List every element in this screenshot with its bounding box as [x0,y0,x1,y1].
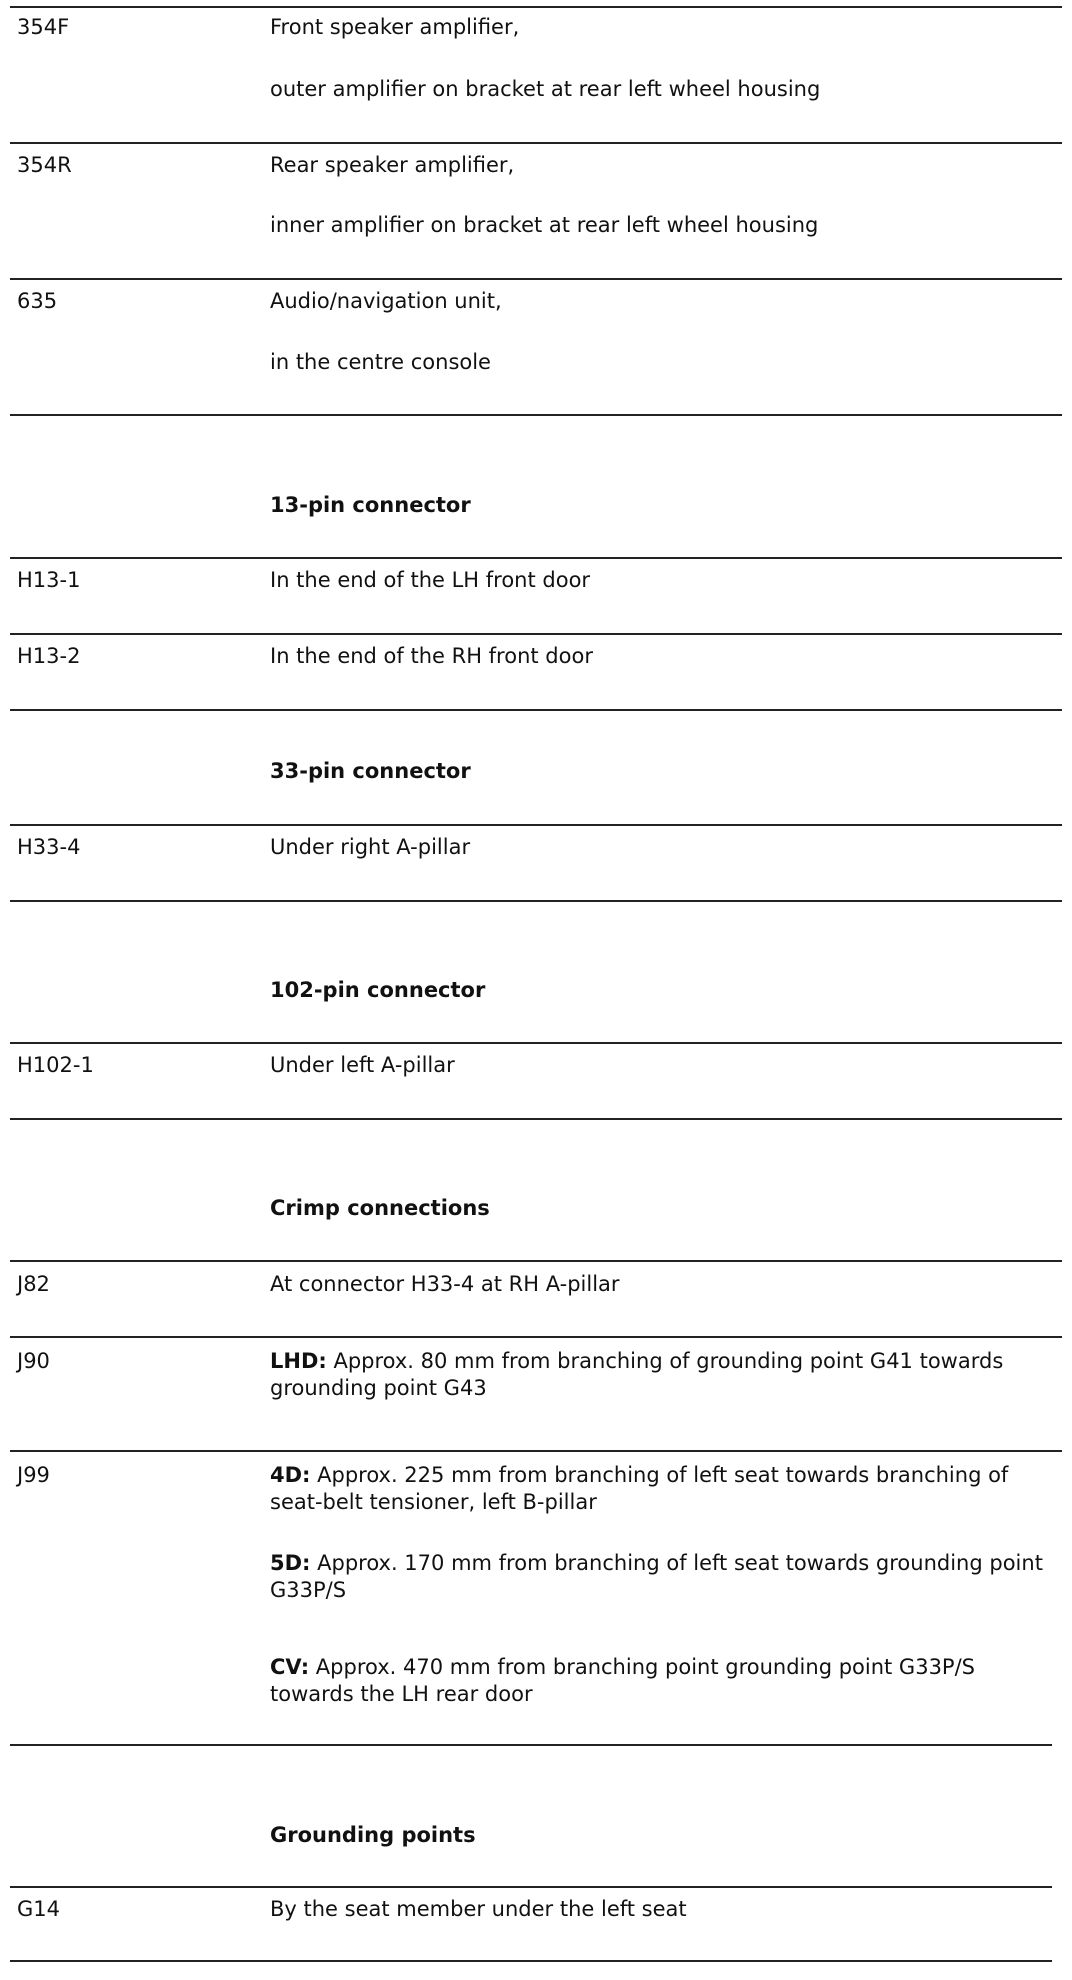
row-divider [10,1450,1062,1452]
component-code: H102-1 [17,1053,94,1077]
component-description-line1: Front speaker amplifier, [270,15,520,39]
component-description: In the end of the RH front door [270,644,593,668]
component-description [270,1348,1060,1402]
component-description: At connector H33-4 at RH A-pillar [270,1272,620,1296]
component-description [270,1550,1060,1604]
row-divider [10,414,1062,416]
component-code: J99 [17,1463,50,1487]
section-heading: 33-pin connector [270,759,471,783]
row-divider [10,633,1062,635]
variant-text: Approx. 470 mm from branching point grounding point G33P/S towards the LH rear door [270,1655,975,1706]
section-heading: 13-pin connector [270,493,471,517]
component-description [270,1654,1060,1708]
row-divider [10,1118,1062,1120]
section-heading: Grounding points [270,1823,476,1847]
component-description-line2: outer amplifier on bracket at rear left wheel housing [270,77,821,101]
component-description-line1: Audio/navigation unit, [270,289,502,313]
row-divider [10,142,1062,144]
row-divider [10,1744,1052,1746]
section-heading: 102-pin connector [270,978,486,1002]
component-code: H13-1 [17,568,81,592]
variant-label: 4D: [270,1463,311,1487]
row-divider [10,1886,1052,1888]
row-divider [10,824,1062,826]
variant-label: 5D: [270,1551,311,1575]
component-description-line1: Rear speaker amplifier, [270,153,515,177]
variant-text: Approx. 170 mm from branching of left seat towards grounding point G33P/S [270,1551,1043,1602]
variant-label: LHD: [270,1349,327,1373]
component-description: Under left A-pillar [270,1053,455,1077]
component-code: H13-2 [17,644,81,668]
row-divider [10,557,1062,559]
component-code: 354R [17,153,72,177]
component-code: G14 [17,1897,60,1921]
variant-text: Approx. 80 mm from branching of grounding point G41 towards grounding point G43 [270,1349,1004,1400]
row-divider [10,900,1062,902]
row-divider [10,6,1062,8]
row-divider [10,278,1062,280]
component-code: H33-4 [17,835,81,859]
variant-text: Approx. 225 mm from branching of left seat towards branching of seat-belt tensioner, left B-pillar [270,1463,1009,1514]
component-description: Under right A-pillar [270,835,471,859]
row-divider [10,1336,1062,1338]
component-description-line2: in the centre console [270,350,491,374]
row-divider [10,709,1062,711]
component-code: J82 [17,1272,50,1296]
section-heading: Crimp connections [270,1196,490,1220]
row-divider [10,1960,1052,1962]
variant-label: CV: [270,1655,310,1679]
component-description [270,1462,1060,1516]
component-description-line2: inner amplifier on bracket at rear left wheel housing [270,213,819,237]
component-code: J90 [17,1349,50,1373]
component-description: By the seat member under the left seat [270,1897,687,1921]
row-divider [10,1042,1062,1044]
component-description: In the end of the LH front door [270,568,591,592]
component-code: 635 [17,289,58,313]
component-code: 354F [17,15,70,39]
row-divider [10,1260,1062,1262]
